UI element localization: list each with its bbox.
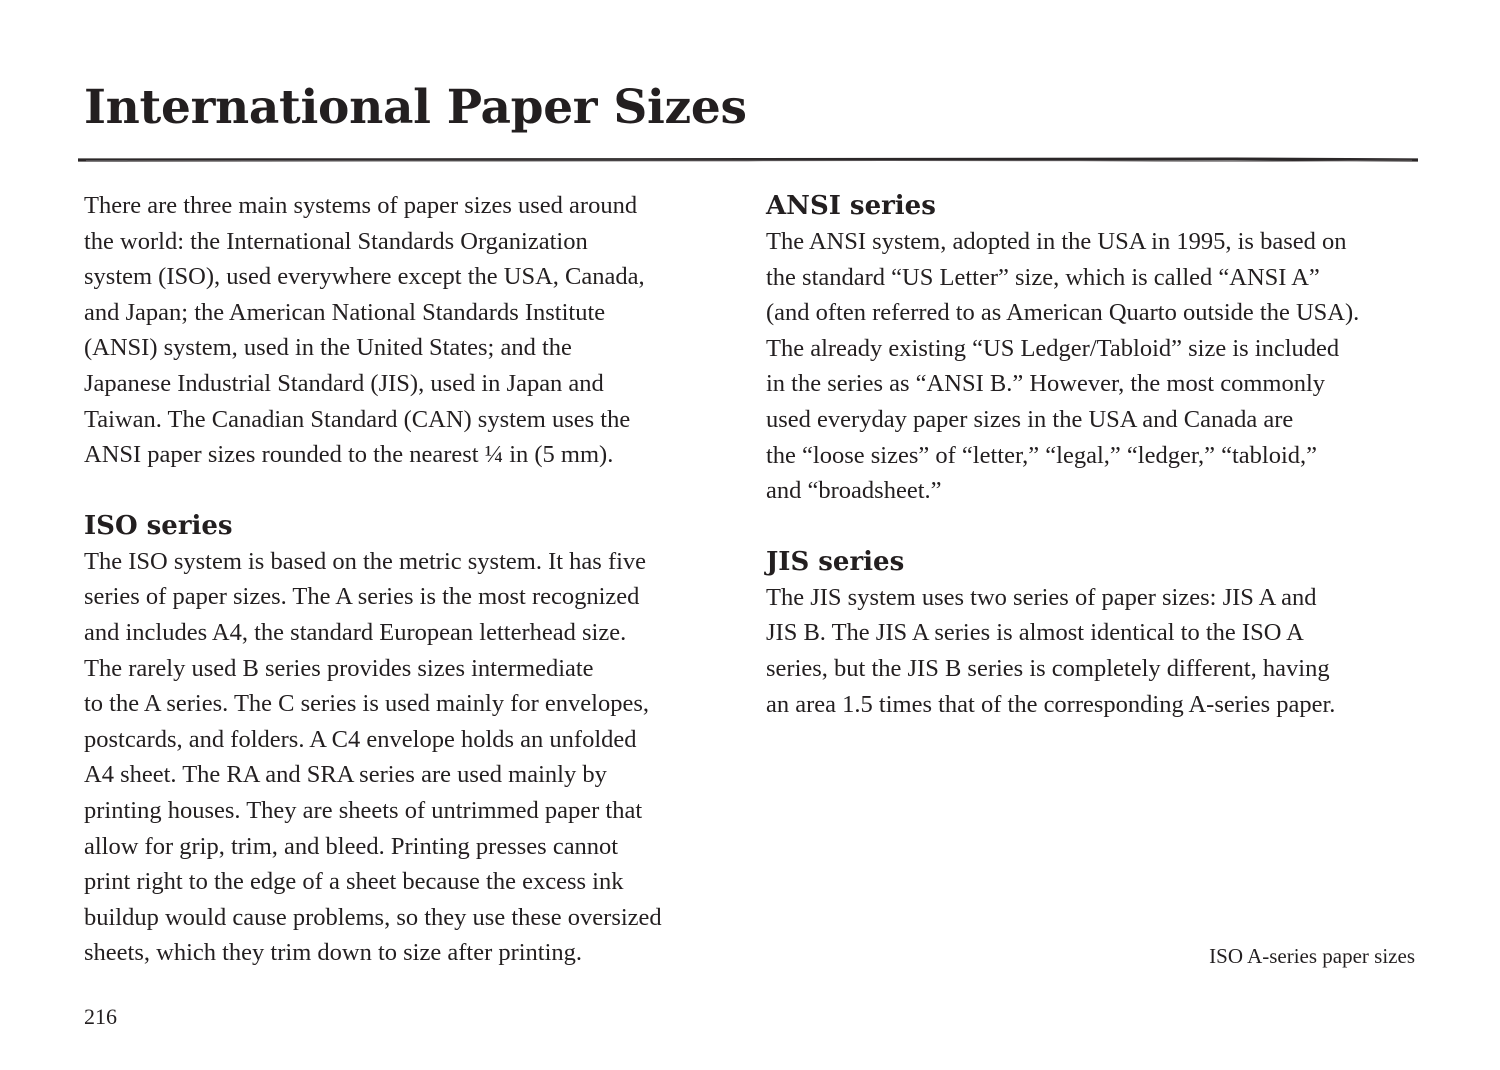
left-column [84, 188, 724, 971]
right-column [766, 188, 1416, 722]
jis-series-paragraph: The JIS system uses two series of paper sizes: JIS A and JIS B. The JIS A series is almost identical to the ISO A series, but the JIS B series is completely different, having an area 1.5 times that of the corresponding A-series paper. [766, 583, 1336, 718]
iso-series-paragraph: The ISO system is based on the metric system. It has five series of paper sizes. The A series is the most recognized and includes A4, the standard European letterhead size. The rarely used B series provides sizes intermediate to the A series. The C series is used mainly for envelopes, postcards, and folders. A C4 envelope holds an unfolded A4 sheet. The RA and SRA series are used mainly by printing houses. They are sheets of untrimmed paper that allow for grip, trim, and bleed. Printing presses cannot print right to the edge of a sheet because the excess ink buildup would cause problems, so they use these oversized sheets, which they trim down to size after printing. [84, 547, 662, 967]
page-number: 216 [84, 1004, 117, 1029]
intro-paragraph: There are three main systems of paper sizes used around the world: the International Standards Organization system (ISO), used everywhere except the USA, Canada, and Japan; the American National Standards Institute (ANSI) system, used in the United States; and the Japanese Industrial Standard (JIS), used in Japan and Taiwan. The Canadian Standard (CAN) system uses the ANSI paper sizes rounded to the nearest ¼ in (5 mm). [84, 192, 645, 469]
page-title: International Paper Sizes [84, 80, 747, 135]
ansi-series-heading: ANSI series [766, 191, 936, 221]
ansi-series-paragraph: The ANSI system, adopted in the USA in 1995, is based on the standard “US Letter” size, which is called “ANSI A” (and often referred to as American Quarto outside the USA). The already existing “US Ledger/Tabloid” size is included in the series as “ANSI B.” However, the most commonly used everyday paper sizes in the USA and Canada are the “loose sizes” of “letter,” “legal,” “ledger,” “tabloid,” and “broadsheet.” [766, 228, 1360, 505]
jis-series-heading: JIS series [766, 546, 905, 577]
title-rule [78, 157, 1418, 163]
iso-series-heading: ISO series [84, 510, 233, 541]
figure-caption: ISO A-series paper sizes [1209, 944, 1415, 968]
